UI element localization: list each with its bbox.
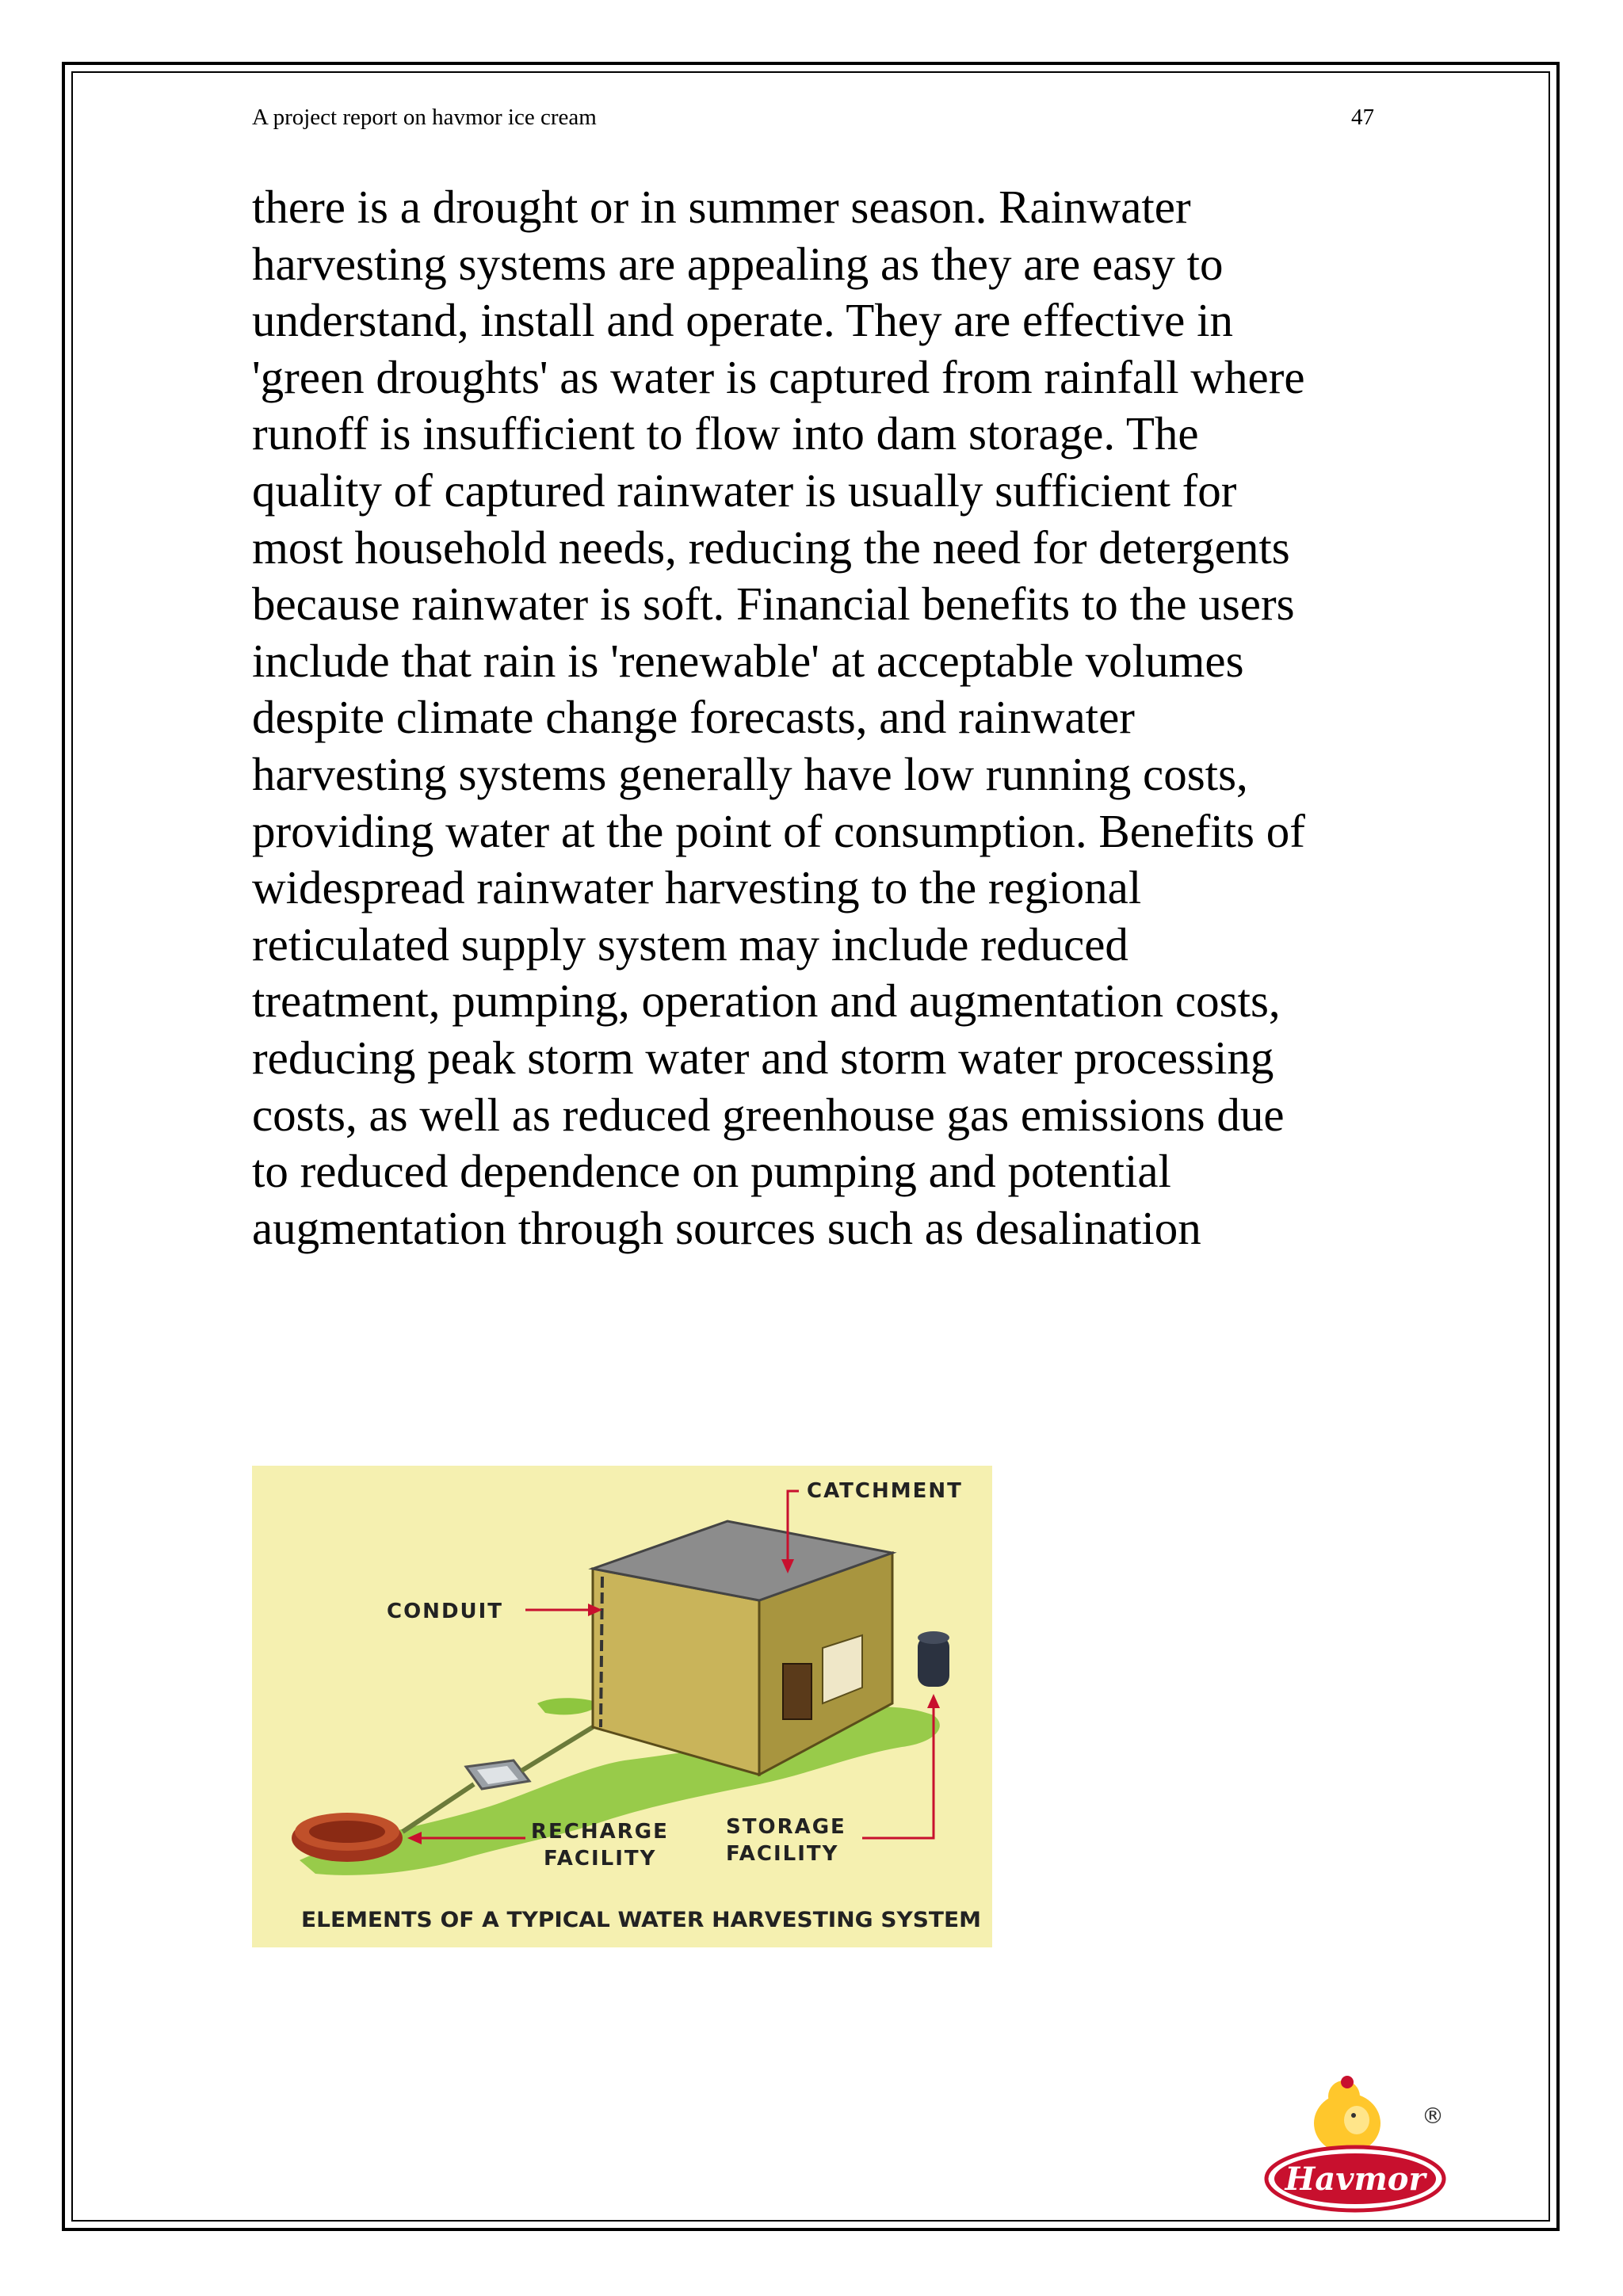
mascot-eye: [1351, 2113, 1356, 2118]
body-line: runoff is insufficient to flow into dam storage. The: [252, 407, 1199, 460]
body-line: quality of captured rainwater is usually sufficient for: [252, 463, 1237, 517]
page-number: 47: [1351, 105, 1374, 130]
water-harvesting-diagram: [252, 1466, 992, 1947]
storage-label: STORAGE: [726, 1815, 846, 1839]
body-line: costs, as well as reduced greenhouse gas emissions due: [252, 1088, 1285, 1141]
storage-label: FACILITY: [726, 1842, 839, 1866]
body-line: reducing peak storm water and storm water processing: [252, 1031, 1274, 1084]
body-line: providing water at the point of consumption. Benefits of: [252, 804, 1305, 857]
logo-wordmark: Havmor: [1285, 2161, 1426, 2198]
recharge-label: FACILITY: [544, 1847, 657, 1871]
house-door: [783, 1664, 812, 1719]
body-line: to reduced dependence on pumping and potential: [252, 1145, 1171, 1198]
body-line: harvesting systems generally have low running costs,: [252, 747, 1248, 800]
recharge-pond-water: [309, 1821, 385, 1843]
figure-caption: ELEMENTS OF A TYPICAL WATER HARVESTING SYSTEM: [301, 1908, 981, 1932]
recharge-label: RECHARGE: [531, 1820, 669, 1844]
registered-mark: ®: [1422, 2103, 1444, 2129]
storage-tank-top: [918, 1631, 949, 1644]
body-line: reticulated supply system may include reduced: [252, 917, 1128, 971]
havmor-logo: [1260, 2074, 1458, 2217]
catchment-label: CATCHMENT: [807, 1479, 963, 1503]
mascot-face: [1344, 2106, 1369, 2134]
conduit-label: CONDUIT: [387, 1600, 504, 1623]
body-line: understand, install and operate. They are effective in: [252, 294, 1233, 347]
body-line: treatment, pumping, operation and augmentation costs,: [252, 974, 1281, 1028]
body-line: include that rain is 'renewable' at acceptable volumes: [252, 634, 1244, 687]
body-line: widespread rainwater harvesting to the regional: [252, 861, 1142, 914]
body-paragraph: [252, 179, 1393, 1257]
body-line: augmentation through sources such as desalination: [252, 1201, 1201, 1254]
body-line: because rainwater is soft. Financial benefits to the users: [252, 578, 1295, 631]
body-line: despite climate change forecasts, and rainwater: [252, 691, 1135, 744]
body-line: harvesting systems are appealing as they are easy to: [252, 237, 1224, 290]
body-line: there is a drought or in summer season. Rainwater: [252, 181, 1191, 233]
page-header: [252, 105, 1374, 136]
body-line: 'green droughts' as water is captured from rainfall where: [252, 350, 1305, 403]
body-line: most household needs, reducing the need for detergents: [252, 521, 1290, 574]
mascot-cherry: [1341, 2076, 1354, 2088]
header-title: A project report on havmor ice cream: [252, 105, 597, 130]
